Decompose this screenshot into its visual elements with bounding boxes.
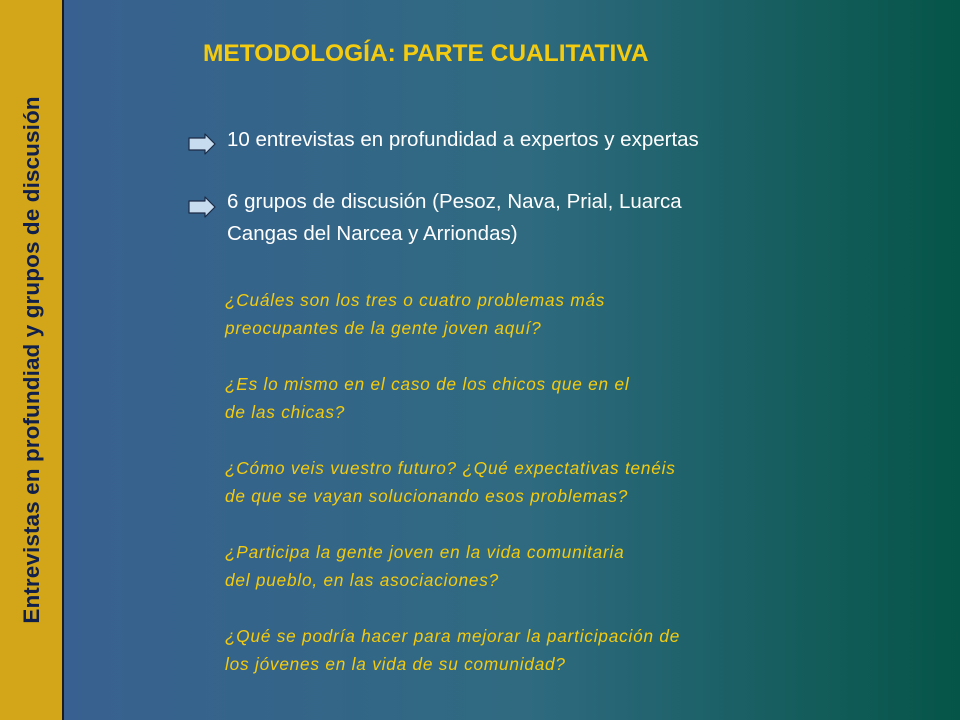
question-item: [225, 370, 680, 426]
question-item: [225, 538, 680, 594]
bullet-line: Cangas del Narcea y Arriondas): [227, 222, 518, 245]
question-line: ¿Cómo veis vuestro futuro? ¿Qué expectativas tenéis: [225, 458, 676, 478]
bullet-item-grupos: [227, 186, 682, 250]
question-line: ¿Qué se podría hacer para mejorar la participación de: [225, 626, 681, 646]
question-line: de que se vayan solucionando esos problemas?: [225, 486, 629, 506]
question-line: ¿Participa la gente joven en la vida comunitaria: [225, 542, 625, 562]
question-line: del pueblo, en las asociaciones?: [225, 570, 500, 590]
question-line: los jóvenes en la vida de su comunidad?: [225, 654, 566, 674]
question-line: de las chicas?: [225, 402, 346, 422]
question-line: ¿Cuáles son los tres o cuatro problemas más: [225, 290, 606, 310]
question-item: [225, 622, 680, 678]
slide-title: METODOLOGÍA: PARTE CUALITATIVA: [203, 40, 649, 67]
arrow-right-icon: [188, 196, 216, 218]
sidebar-label: Entrevistas en profundiad y grupos de discusión: [19, 96, 44, 624]
sidebar: [0, 0, 64, 720]
bullet-item-entrevistas: [227, 124, 699, 156]
question-list: [225, 286, 680, 706]
bullet-line: 6 grupos de discusión (Pesoz, Nava, Prial, Luarca: [227, 190, 682, 213]
question-item: [225, 454, 680, 510]
question-line: preocupantes de la gente joven aquí?: [225, 318, 542, 338]
arrow-right-icon: [188, 133, 216, 155]
question-item: [225, 286, 680, 342]
question-line: ¿Es lo mismo en el caso de los chicos que en el: [225, 374, 630, 394]
bullet-line: 10 entrevistas en profundidad a expertos y expertas: [227, 128, 699, 151]
